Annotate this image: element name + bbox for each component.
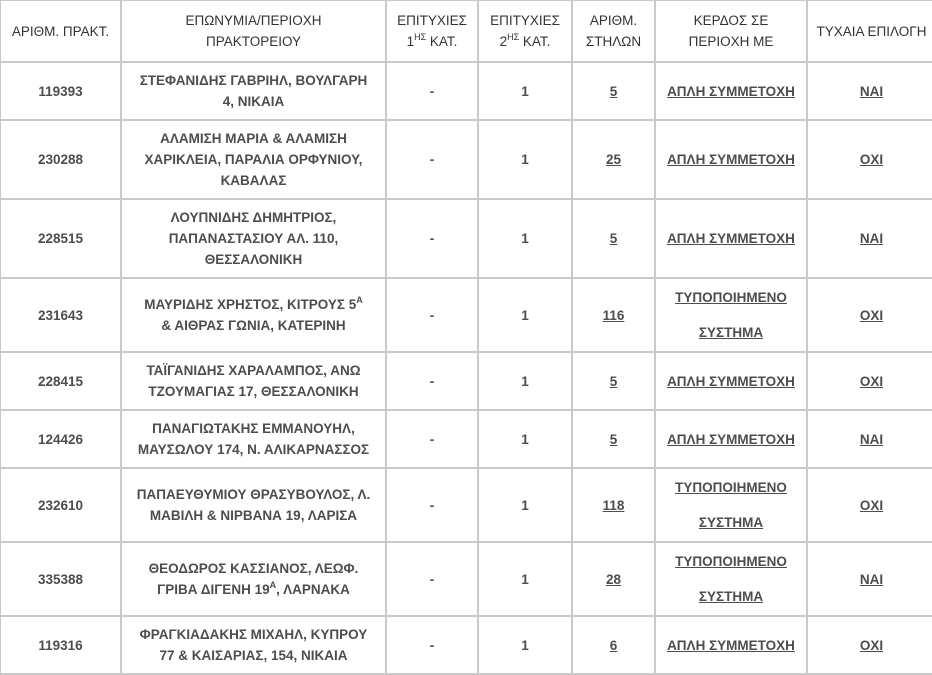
win-type-link[interactable]: ΑΠΛΗ ΣΥΜΜΕΤΟΧΗ: [667, 431, 795, 447]
header-agency-no: ΑΡΙΘΜ. ΠΡΑΚΤ.: [0, 0, 121, 62]
win-type-link[interactable]: ΑΠΛΗ ΣΥΜΜΕΤΟΧΗ: [667, 637, 795, 653]
random-pick-link[interactable]: ΝΑΙ: [859, 231, 884, 246]
random-pick-link[interactable]: ΝΑΙ: [859, 83, 884, 99]
random-pick-link[interactable]: ΟΧΙ: [859, 373, 884, 389]
agency-number: 335388: [0, 542, 121, 616]
wins-cat2: 1: [478, 616, 572, 674]
win-type-link[interactable]: ΣΥΣΤΗΜΑ: [698, 325, 764, 340]
table-row: [0, 410, 932, 468]
wins-cat1: -: [386, 616, 478, 674]
columns-link[interactable]: 6: [609, 637, 618, 653]
win-type-link[interactable]: ΤΥΠΟΠΟΙΗΜΕΝΟ: [675, 290, 787, 305]
header-wins-cat1: ΕΠΙΤΥΧΙΕΣ $1^{H\Sigma}$ ΚΑΤ.: [386, 0, 478, 62]
agency-name-address: ΤΑΪΓΑΝΙΔΗΣ ΧΑΡΑΛΑΜΠΟΣ, ΑΝΩ ΤΖΟΥΜΑΓΙΑΣ 17, ΘΕΣΣΑΛΟΝΙΚΗ: [121, 352, 386, 410]
wins-cat1: -: [386, 468, 478, 542]
win-type-cell: [655, 278, 807, 352]
random-pick-link[interactable]: ΟΧΙ: [859, 637, 884, 653]
columns-link[interactable]: 5: [609, 373, 618, 389]
header-random-pick: ΤΥΧΑΙΑ ΕΠΙΛΟΓΗ: [807, 0, 932, 62]
header-columns: ΑΡΙΘΜ. ΣΤΗΛΩΝ: [572, 0, 655, 62]
agency-number: 228515: [0, 199, 121, 278]
win-type-link[interactable]: ΣΥΣΤΗΜΑ: [698, 589, 764, 604]
wins-cat1: -: [386, 278, 478, 352]
random-pick-cell: [807, 62, 932, 120]
win-type-link[interactable]: ΑΠΛΗ ΣΥΜΜΕΤΟΧΗ: [667, 152, 795, 167]
columns-link[interactable]: 5: [609, 231, 618, 246]
wins-cat2: 1: [478, 199, 572, 278]
win-type-cell: [655, 410, 807, 468]
win-type-link[interactable]: ΑΠΛΗ ΣΥΜΜΕΤΟΧΗ: [667, 373, 795, 389]
random-pick-cell: [807, 542, 932, 616]
table-row: [0, 468, 932, 542]
columns-link[interactable]: 5: [609, 431, 618, 447]
table-row: [0, 278, 932, 352]
wins-cat2: 1: [478, 120, 572, 199]
header-win-type: ΚΕΡΔΟΣ ΣΕ ΠΕΡΙΟΧΗ ΜΕ: [655, 0, 807, 62]
columns-cell: [572, 120, 655, 199]
agency-number: 124426: [0, 410, 121, 468]
random-pick-cell: [807, 199, 932, 278]
random-pick-cell: [807, 468, 932, 542]
random-pick-cell: [807, 352, 932, 410]
win-type-cell: [655, 199, 807, 278]
table-row: [0, 62, 932, 120]
agency-number: 228415: [0, 352, 121, 410]
agency-name-address: ΦΡΑΓΚΙΑΔΑΚΗΣ ΜΙΧΑΗΛ, ΚΥΠΡΟΥ 77 & ΚΑΙΣΑΡΙΑΣ, 154, ΝΙΚΑΙΑ: [121, 616, 386, 674]
wins-cat2: 1: [478, 352, 572, 410]
wins-cat1: -: [386, 542, 478, 616]
win-type-cell: [655, 62, 807, 120]
agency-number: 119316: [0, 616, 121, 674]
win-type-cell: [655, 120, 807, 199]
wins-cat2: 1: [478, 410, 572, 468]
agency-number: 231643: [0, 278, 121, 352]
table-row: [0, 120, 932, 199]
wins-cat2: 1: [478, 542, 572, 616]
agency-number: 230288: [0, 120, 121, 199]
random-pick-link[interactable]: ΟΧΙ: [859, 497, 884, 513]
columns-cell: [572, 62, 655, 120]
columns-link[interactable]: 28: [605, 571, 622, 587]
wins-cat1: -: [386, 410, 478, 468]
wins-cat1: -: [386, 120, 478, 199]
columns-cell: [572, 410, 655, 468]
table-row: [0, 199, 932, 278]
columns-link[interactable]: 25: [605, 152, 622, 167]
random-pick-cell: [807, 410, 932, 468]
columns-cell: [572, 468, 655, 542]
random-pick-link[interactable]: ΝΑΙ: [859, 431, 884, 447]
columns-cell: [572, 278, 655, 352]
agency-number: 232610: [0, 468, 121, 542]
wins-cat2: 1: [478, 278, 572, 352]
win-type-link[interactable]: ΣΥΣΤΗΜΑ: [698, 515, 764, 530]
random-pick-link[interactable]: ΟΧΙ: [859, 152, 884, 167]
header-wins-cat2: ΕΠΙΤΥΧΙΕΣ $2^{H\Sigma}$ ΚΑΤ.: [478, 0, 572, 62]
wins-cat2: 1: [478, 468, 572, 542]
win-type-link[interactable]: ΑΠΛΗ ΣΥΜΜΕΤΟΧΗ: [667, 231, 795, 246]
agency-name-address: ΛΟΥΠΝΙΔΗΣ ΔΗΜΗΤΡΙΟΣ, ΠΑΠΑΝΑΣΤΑΣΙΟΥ ΑΛ. 110, ΘΕΣΣΑΛΟΝΙΚΗ: [121, 199, 386, 278]
table-row: [0, 542, 932, 616]
random-pick-link[interactable]: ΟΧΙ: [859, 307, 884, 323]
agency-name-address: ΘΕΟΔΩΡΟΣ ΚΑΣΣΙΑΝΟΣ, ΛΕΩΦ. ΓΡΙΒΑ ΔΙΓΕΝΗ $19^A$, ΛΑΡΝΑΚΑ: [121, 542, 386, 616]
columns-link[interactable]: 5: [609, 83, 618, 99]
wins-cat1: -: [386, 199, 478, 278]
table-row: [0, 616, 932, 674]
wins-cat2: 1: [478, 62, 572, 120]
win-type-cell: [655, 352, 807, 410]
agency-name-address: ΠΑΝΑΓΙΩΤΑΚΗΣ ΕΜΜΑΝΟΥΗΛ, ΜΑΥΣΩΛΟΥ 174, Ν. ΑΛΙΚΑΡΝΑΣΣΟΣ: [121, 410, 386, 468]
columns-cell: [572, 616, 655, 674]
win-type-link[interactable]: ΑΠΛΗ ΣΥΜΜΕΤΟΧΗ: [667, 83, 795, 99]
wins-cat1: -: [386, 62, 478, 120]
columns-cell: [572, 199, 655, 278]
agency-number: 119393: [0, 62, 121, 120]
agency-name-address: ΑΛΑΜΙΣΗ ΜΑΡΙΑ & ΑΛΑΜΙΣΗ ΧΑΡΙΚΛΕΙΑ, ΠΑΡΑΛΙΑ ΟΡΦΥΝΙΟΥ, ΚΑΒΑΛΑΣ: [121, 120, 386, 199]
random-pick-cell: [807, 120, 932, 199]
columns-cell: [572, 352, 655, 410]
header-row: [0, 0, 932, 62]
agency-name-address: ΜΑΥΡΙΔΗΣ ΧΡΗΣΤΟΣ, ΚΙΤΡΟΥΣ $5^A$ & ΑΙΘΡΑΣ ΓΩΝΙΑ, ΚΑΤΕΡΙΝΗ: [121, 278, 386, 352]
win-type-link[interactable]: ΤΥΠΟΠΟΙΗΜΕΝΟ: [675, 480, 787, 495]
columns-cell: [572, 542, 655, 616]
table-row: [0, 352, 932, 410]
header-agency-name: ΕΠΩΝΥΜΙΑ/ΠΕΡΙΟΧΗ ΠΡΑΚΤΟΡΕΙΟΥ: [121, 0, 386, 62]
win-type-cell: [655, 468, 807, 542]
agency-name-address: ΣΤΕΦΑΝΙΔΗΣ ΓΑΒΡΙΗΛ, ΒΟΥΛΓΑΡΗ 4, ΝΙΚΑΙΑ: [121, 62, 386, 120]
columns-link[interactable]: 116: [602, 307, 625, 323]
columns-link[interactable]: 118: [602, 497, 625, 513]
win-type-cell: [655, 542, 807, 616]
random-pick-cell: [807, 616, 932, 674]
random-pick-cell: [807, 278, 932, 352]
wins-cat1: -: [386, 352, 478, 410]
win-type-cell: [655, 616, 807, 674]
win-type-link[interactable]: ΤΥΠΟΠΟΙΗΜΕΝΟ: [675, 554, 787, 569]
agency-name-address: ΠΑΠΑΕΥΘΥΜΙΟΥ ΘΡΑΣΥΒΟΥΛΟΣ, Λ. ΜΑΒΙΛΗ & ΝΙΡΒΑΝΑ 19, ΛΑΡΙΣΑ: [121, 468, 386, 542]
random-pick-link[interactable]: ΝΑΙ: [859, 571, 884, 587]
